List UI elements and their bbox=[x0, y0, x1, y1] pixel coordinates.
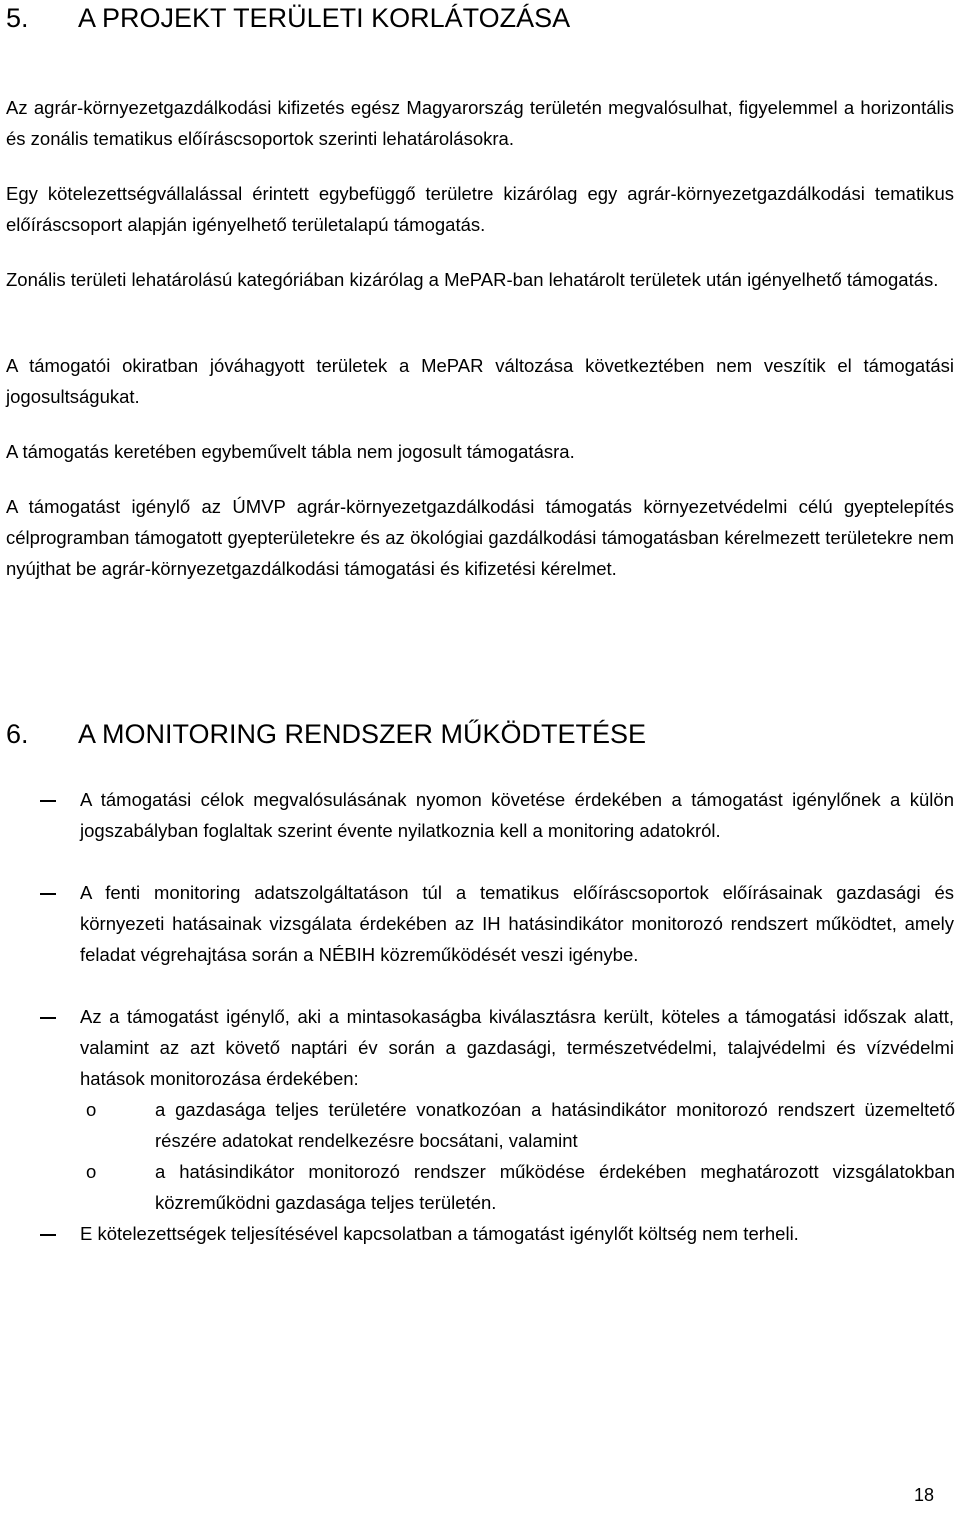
list-item: A támogatási célok megvalósulásának nyomon követése érdekében a támogatást igénylőnek a külön jogszabályban foglaltak szerint évente nyilatkoznia kell a monitoring adatokról. bbox=[80, 789, 954, 841]
paragraph: Egy kötelezettségvállalással érintett egybefüggő területre kizárólag egy agrár-környezetgazdálkodási tematikus előíráscsoport alapján igényelhető területalapú támogatás. bbox=[6, 183, 954, 235]
section-5-number: 5. bbox=[6, 3, 29, 33]
sub-list-item: a hatásindikátor monitorozó rendszer működése érdekében meghatározott vizsgálatokban közreműködni gazdasága teljes területén. bbox=[155, 1161, 955, 1213]
list-item: E kötelezettségek teljesítésével kapcsolatban a támogatást igénylőt költség nem terheli. bbox=[80, 1223, 799, 1244]
section-6-heading bbox=[6, 718, 646, 750]
list-item: Az a támogatást igénylő, aki a mintasokaságba kiválasztásra került, köteles a támogatási időszak alatt, valamint az azt követő naptári év során a gazdasági, természetvédelmi, talajvédelmi és vízvédelmi hatások monitorozása érdekében: bbox=[80, 1006, 954, 1089]
section-5-title: A PROJEKT TERÜLETI KORLÁTOZÁSA bbox=[78, 3, 571, 33]
section-6-number: 6. bbox=[6, 719, 29, 749]
paragraph: Zonális területi lehatárolású kategóriában kizárólag a MePAR-ban lehatárolt területek után igényelhető támogatás. bbox=[6, 269, 939, 290]
section-5-heading bbox=[6, 2, 570, 34]
circle-bullet: o bbox=[86, 1099, 97, 1120]
dash-bullet bbox=[40, 893, 56, 895]
circle-bullet: o bbox=[86, 1161, 97, 1182]
dash-bullet bbox=[40, 1017, 56, 1019]
dash-bullet bbox=[40, 1234, 56, 1236]
paragraph: Az agrár-környezetgazdálkodási kifizetés egész Magyarország területén megvalósulhat, figyelemmel a horizontális és zonális tematikus előíráscsoportok szerinti lehatárolásokra. bbox=[6, 97, 954, 149]
sub-list-item: a gazdasága teljes területére vonatkozóan a hatásindikátor monitorozó rendszert üzemeltető részére adatokat rendelkezésre bocsátani, valamint bbox=[155, 1099, 955, 1151]
paragraph: A támogatást igénylő az ÚMVP agrár-környezetgazdálkodási támogatás környezetvédelmi célú gyeptelepítés célprogramban támogatott gyepterületekre és az ökológiai gazdálkodási támogatásban kérelmezett területekre nem nyújthat be agrár-környezetgazdálkodási támogatási és kifizetési kérelmet. bbox=[6, 496, 954, 579]
list-item: A fenti monitoring adatszolgáltatáson túl a tematikus előíráscsoportok előírásainak gazdasági és környezeti hatásainak vizsgálata érdekében az IH hatásindikátor monitorozó rendszert működtet, amely feladat végrehajtása során a NÉBIH közreműködését veszi igénybe. bbox=[80, 882, 954, 965]
section-6-title: A MONITORING RENDSZER MŰKÖDTETÉSE bbox=[78, 719, 647, 749]
paragraph: A támogatás keretében egybeművelt tábla nem jogosult támogatásra. bbox=[6, 441, 575, 462]
dash-bullet bbox=[40, 800, 56, 802]
page-number: 18 bbox=[913, 1485, 934, 1505]
paragraph: A támogatói okiratban jóváhagyott területek a MePAR változása következtében nem veszítik el támogatási jogosultságukat. bbox=[6, 355, 954, 407]
